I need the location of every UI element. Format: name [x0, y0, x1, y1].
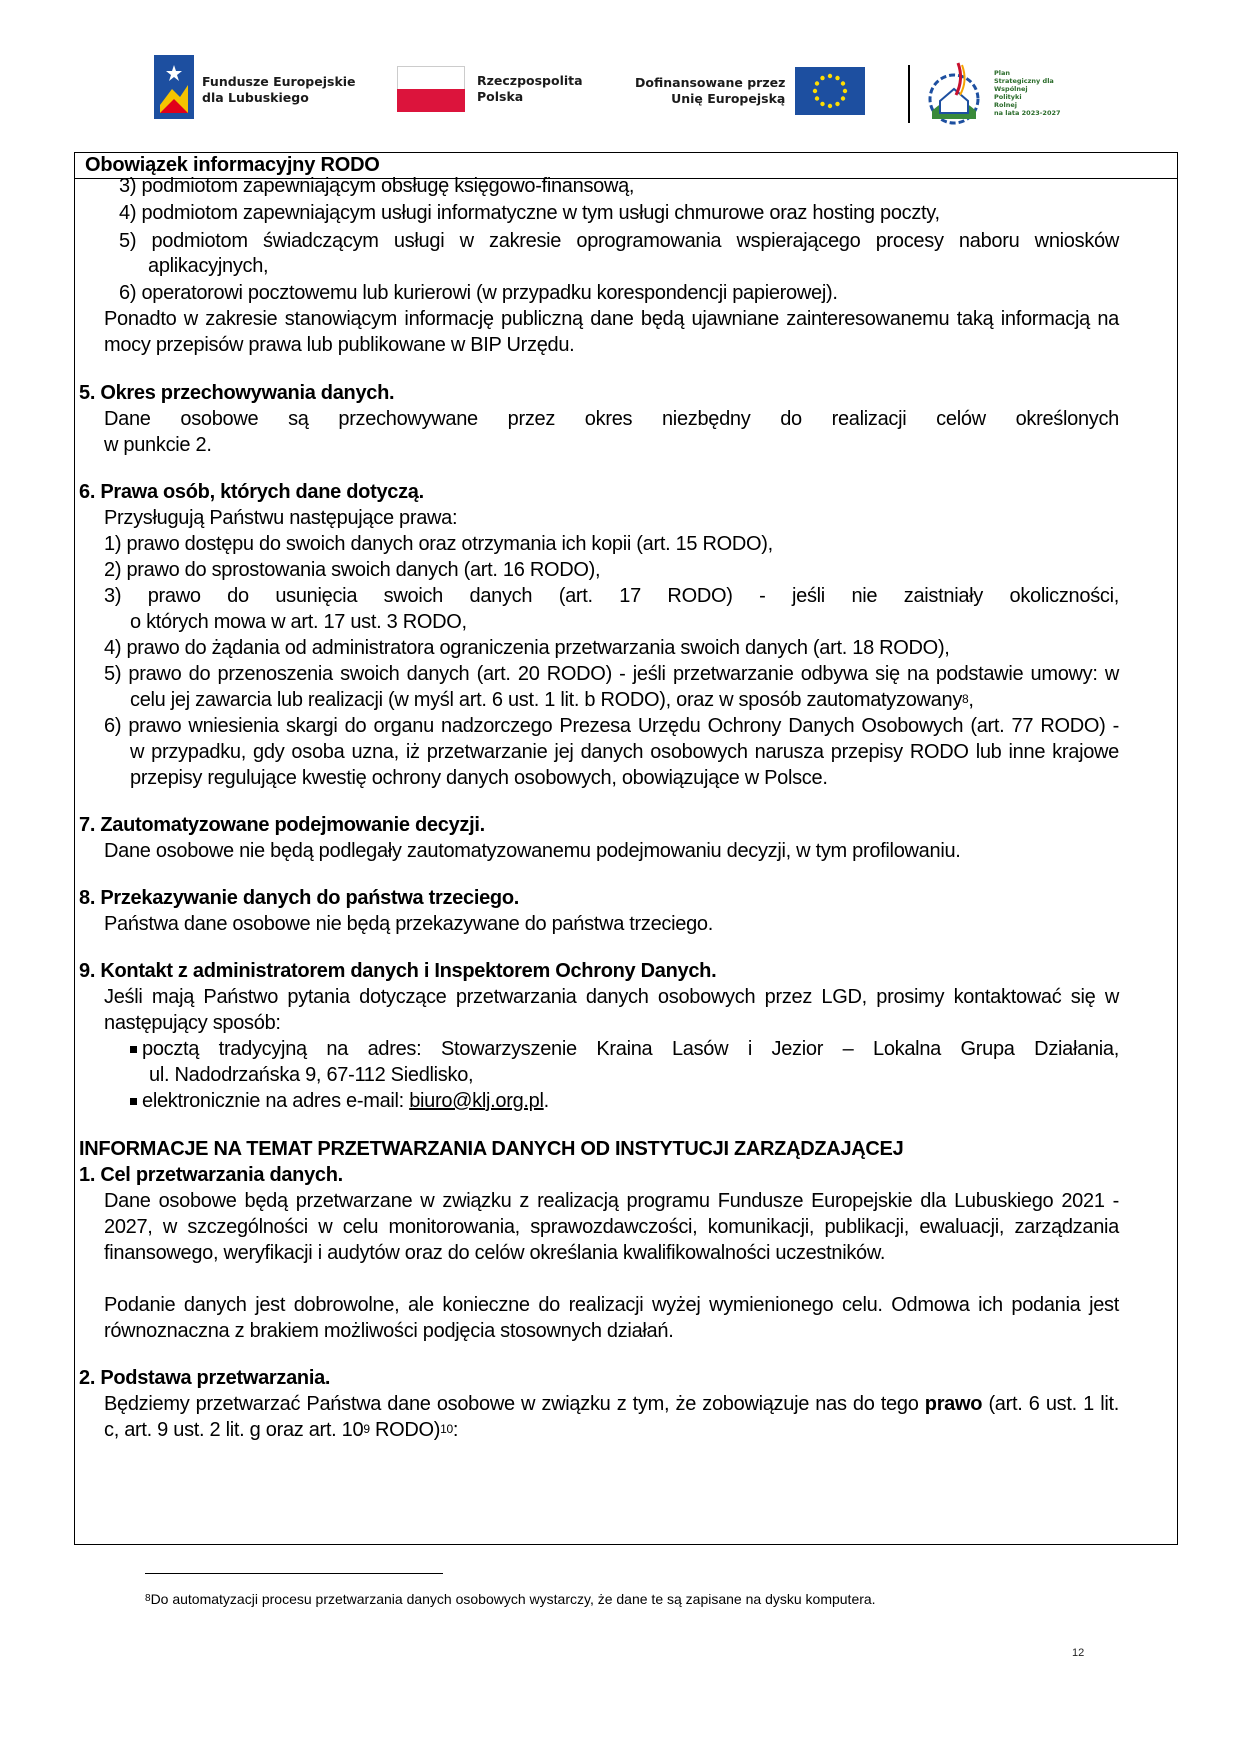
eu-star-icon: [836, 102, 840, 106]
section-7-title: 7. Zautomatyzowane podejmowanie decyzji.: [79, 814, 485, 836]
logo-divider: [908, 65, 910, 123]
psp-line4: Polityki: [994, 93, 1022, 101]
iz-2-text: c, art. 9 ust. 2 lit. g oraz art. 10: [104, 1419, 364, 1441]
fe-lubuskie-logo: [154, 55, 356, 119]
psp-logo: [918, 59, 1061, 127]
fe-flag-icon: [154, 55, 194, 119]
contact-email-punct: .: [543, 1090, 549, 1112]
contact-post-text: pocztą tradycyjną na adres: Stowarzyszenie Kraina Lasów i Jezior – Lokalna Grupa Działania,: [142, 1038, 1119, 1060]
bullet-icon: [130, 1046, 137, 1053]
fe-name-line1: Fundusze Europejskie: [202, 74, 356, 89]
footnote-text: Do automatyzacji procesu przetwarzania danych osobowych wystarczy, że dane te są zapisane na dysku komputera.: [150, 1591, 876, 1607]
psp-line1: Plan: [994, 69, 1011, 77]
iz-1-body: 2027, w szczególności w celu monitorowania, sprawozdawczości, komunikacji, publikacji, ewaluacji, zarządzania: [104, 1216, 1119, 1238]
section-6-intro: Przysługują Państwu następujące prawa:: [104, 507, 458, 529]
eu-star-icon: [815, 96, 819, 100]
eu-star-icon: [821, 102, 825, 106]
footnote-mark: 8: [145, 1593, 151, 1604]
right-item: 1) prawo dostępu do swoich danych oraz otrzymania ich kopii (art. 15 RODO),: [104, 533, 773, 555]
recipient-item-cont: aplikacyjnych,: [148, 255, 269, 277]
public-info-line: mocy przepisów prawa lub publikowane w BIP Urzędu.: [104, 334, 575, 356]
right-item: 3) prawo do usunięcia swoich danych (art. 17 RODO) - jeśli nie zaistniały okoliczności,: [104, 585, 1119, 607]
right-item-cont: przepisy regulujące kwestię ochrony danych osobowych, obowiązujące w Polsce.: [130, 767, 828, 789]
iz-1-body: Dane osobowe będą przetwarzane w związku z realizacją programu Fundusze Europejskie dla Lubuskiego 2021 -: [104, 1190, 1119, 1212]
logo-bar: [150, 55, 1090, 135]
eu-star-icon: [843, 89, 847, 93]
iz-1-title: 1. Cel przetwarzania danych.: [79, 1164, 343, 1186]
eu-logo: [635, 67, 865, 115]
right-item: 5) prawo do przenoszenia swoich danych (art. 20 RODO) - jeśli przetwarzanie odbywa się na podstawie umowy: w: [104, 663, 1119, 685]
psp-line6: na lata 2023-2027: [994, 109, 1061, 117]
right-item: 4) prawo do żądania od administratora ograniczenia przetwarzania swoich danych (art. 18 RODO),: [104, 637, 950, 659]
recipient-item: 6) operatorowi pocztowemu lub kurierowi (w przypadku korespondencji papierowej).: [119, 282, 838, 304]
contact-email-text: elektronicznie na adres e-mail:: [142, 1090, 410, 1112]
iz-2-text: Będziemy przetwarzać Państwa dane osobowe w związku z tym, że zobowiązuje nas do tego: [104, 1393, 925, 1415]
rp-name-line1: Rzeczpospolita: [477, 73, 583, 88]
section-9-body: Jeśli mają Państwo pytania dotyczące przetwarzania danych osobowych przez LGD, prosimy kontaktować się w: [104, 986, 1119, 1008]
iz-header: INFORMACJE NA TEMAT PRZETWARZANIA DANYCH OD INSTYTUCJI ZARZĄDZAJĄCEJ: [79, 1138, 904, 1160]
right-item-cont: [130, 687, 974, 714]
right-item: 6) prawo wniesienia skargi do organu nadzorczego Prezesa Urzędu Ochrony Danych Osobowych (art. 77 RODO) -: [104, 715, 1119, 737]
footnote-ref-8: 8: [962, 692, 969, 706]
right-item-cont: w przypadku, gdy osoba uzna, iż przetwarzanie jej danych osobowych narusza przepisy RODO lub inne krajowe: [130, 741, 1119, 763]
right-item-text: celu jej zawarcia lub realizacji (w myśl art. 6 ust. 1 lit. b RODO), oraz w sposób zautomatyzowany: [130, 689, 963, 711]
recipient-item: 3) podmiotom zapewniającym obsługę księgowo-finansową,: [119, 175, 635, 197]
eu-line2: Unię Europejską: [671, 91, 786, 106]
section-8-title: 8. Przekazywanie danych do państwa trzeciego.: [79, 887, 519, 909]
iz-2-text: RODO): [369, 1419, 441, 1441]
eu-flag-icon: [795, 67, 865, 115]
eu-star-icon: [815, 81, 819, 85]
psp-line2: Strategiczny dla: [994, 77, 1054, 85]
contact-post-address: ul. Nadodrzańska 9, 67-112 Siedlisko,: [149, 1064, 474, 1086]
section-6-title: 6. Prawa osób, których dane dotyczą.: [79, 481, 424, 503]
right-item-cont: o których mowa w art. 17 ust. 3 RODO,: [130, 611, 467, 633]
eu-star-icon: [841, 96, 845, 100]
section-5-body: w punkcie 2.: [104, 434, 212, 456]
contact-post-item: [130, 1036, 1119, 1063]
iz-1-body: finansowego, weryfikacji i audytów oraz do celów określania kwalifikowalności uczestników.: [104, 1242, 886, 1264]
eu-star-icon: [828, 74, 832, 78]
box-header: Obowiązek informacyjny RODO: [75, 153, 1177, 179]
eu-star-icon: [841, 81, 845, 85]
rodo-info-box: [74, 152, 1178, 1545]
iz-2-punct: :: [452, 1419, 459, 1441]
iz-1-body2: równoznaczna z brakiem możliwości podjęcia stosownych działań.: [104, 1320, 674, 1342]
fe-name-line2: dla Lubuskiego: [202, 90, 309, 105]
iz-2-title: 2. Podstawa przetwarzania.: [79, 1367, 331, 1389]
footnote-ref-10: 10: [440, 1422, 453, 1436]
recipient-item: 4) podmiotom zapewniającym usługi informatyczne w tym usługi chmurowe oraz hosting poczty,: [119, 202, 940, 224]
rp-name-line2: Polska: [477, 89, 524, 104]
right-item-punct: ,: [968, 689, 974, 711]
section-7-body: Dane osobowe nie będą podlegały zautomatyzowanemu podejmowaniu decyzji, w tym profilowaniu.: [104, 840, 961, 862]
iz-2-body: [104, 1391, 1119, 1418]
iz-1-body2: Podanie danych jest dobrowolne, ale konieczne do realizacji wyżej wymienionego celu. Odmowa ich podania jest: [104, 1294, 1119, 1316]
polish-flag-icon: [397, 66, 465, 112]
psp-emblem-icon: [918, 59, 990, 127]
eu-star-icon: [821, 76, 825, 80]
eu-star-icon: [828, 104, 832, 108]
iz-2-bold-prawo: prawo: [924, 1393, 983, 1415]
rp-logo: [397, 66, 583, 112]
footnote-ref-9: 9: [363, 1422, 370, 1436]
recipient-item: 5) podmiotom świadczącym usługi w zakresie oprogramowania wspierającego procesy naboru wniosków: [119, 230, 1119, 252]
contact-email-item: [130, 1088, 549, 1115]
public-info-line: Ponadto w zakresie stanowiącym informację publiczną dane będą ujawniane zainteresowanemu taką informacją na: [104, 308, 1119, 330]
section-5-title: 5. Okres przechowywania danych.: [79, 382, 395, 404]
section-8-body: Państwa dane osobowe nie będą przekazywane do państwa trzeciego.: [104, 913, 713, 935]
iz-2-text: (art. 6 ust. 1 lit.: [982, 1393, 1119, 1415]
email-link[interactable]: biuro@klj.org.pl: [409, 1090, 544, 1112]
section-5-body: Dane osobowe są przechowywane przez okres niezbędny do realizacji celów określonych: [104, 408, 1119, 430]
page-number: 12: [1072, 1647, 1085, 1659]
eu-star-icon: [813, 89, 817, 93]
psp-line5: Rolnej: [994, 101, 1017, 109]
section-9-body: następujący sposób:: [104, 1012, 281, 1034]
psp-line3: Wspólnej: [994, 85, 1028, 93]
footnote-separator: [145, 1573, 443, 1574]
eu-star-icon: [836, 76, 840, 80]
iz-2-body: [104, 1417, 458, 1444]
eu-line1: Dofinansowane przez: [635, 75, 786, 90]
footnote: [145, 1590, 876, 1608]
bullet-icon: [130, 1098, 137, 1105]
right-item: 2) prawo do sprostowania swoich danych (art. 16 RODO),: [104, 559, 601, 581]
section-9-title: 9. Kontakt z administratorem danych i Inspektorem Ochrony Danych.: [79, 960, 717, 982]
